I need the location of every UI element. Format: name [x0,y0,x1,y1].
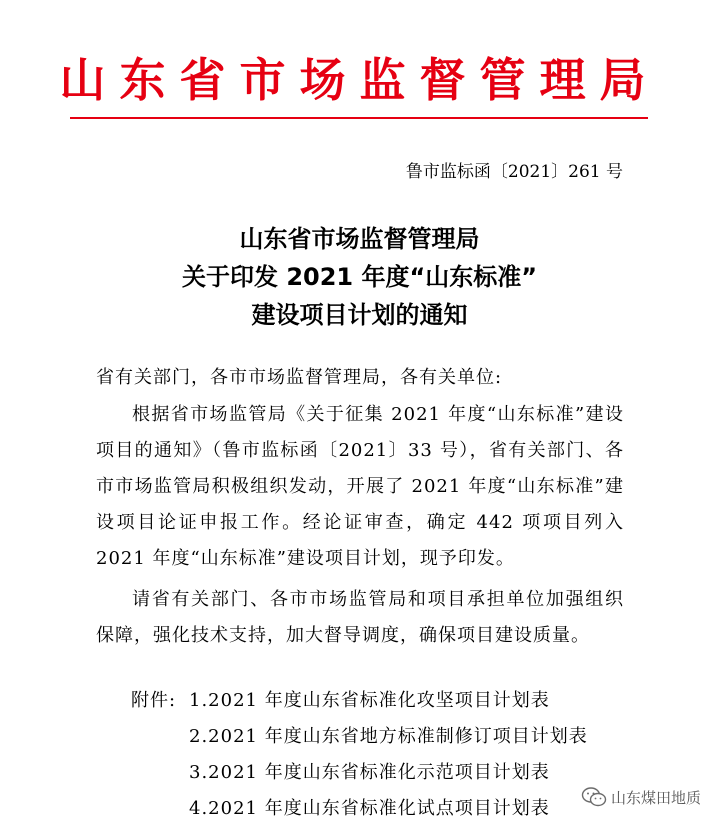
attachment-item-text: 3.2021 年度山东省标准化示范项目计划表 [189,762,550,783]
attachment-item [131,683,588,719]
document-title [0,220,719,334]
watermark-text: 山东煤田地质 [610,788,701,807]
attachment-list [131,683,588,827]
attachment-item-text: 4.2021 年度山东省标准化试点项目计划表 [189,798,550,819]
body-paragraph-1: 根据省市场监管局《关于征集 2021 年度“山东标准”建设项目的通知》（鲁市监标函〔2021〕33 号），省有关部门、各市市场监管局积极组织发动，开展了 2021 年度“山东标准”建设项目论证申报工作。经论证审查，确定 442 项项目列入 2021 年度“山东标准”建设项目计划，现予印发。 [96,404,624,569]
watermark [581,786,701,808]
attachment-label: 附件: [131,690,177,711]
attachment-item-text: 2.2021 年度山东省地方标准制修订项目计划表 [189,726,588,747]
title-line-1: 山东省市场监督管理局 [239,225,480,253]
wechat-icon [581,786,607,808]
document-number: 鲁市监标函〔2021〕261 号 [405,162,623,182]
title-line-2: 关于印发 2021 年度“山东标准” [181,263,538,291]
attachment-item [131,719,588,755]
title-line-3: 建设项目计划的通知 [251,301,468,329]
salutation: 省有关部门，各市市场监督管理局，各有关单位: [96,367,503,388]
masthead-title: 山东省市场监督管理局 [59,53,660,107]
red-divider-line [70,117,648,119]
attachment-item [131,791,588,827]
body-paragraph-2: 请省有关部门、各市市场监管局和项目承担单位加强组织保障，强化技术支持，加大督导调度，确保项目建设质量。 [96,589,624,646]
attachment-item-text: 1.2021 年度山东省标准化攻坚项目计划表 [189,690,550,711]
attachment-item [131,755,588,791]
